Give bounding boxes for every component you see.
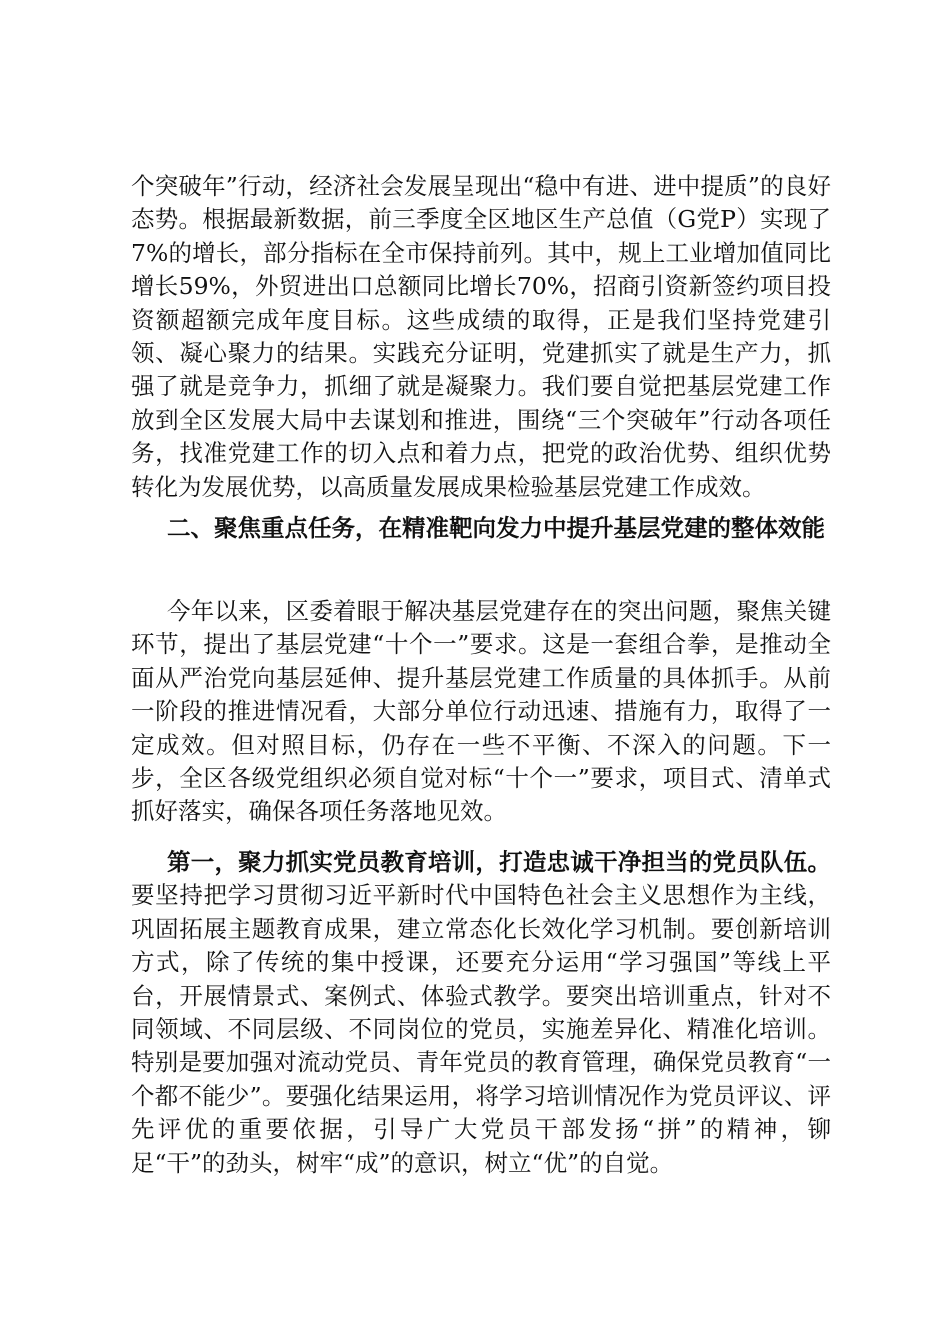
- paragraph-body-text: 要坚持把学习贯彻习近平新时代中国特色社会主义思想作为主线，巩固拓展主题教育成果，建立常态化长效化学习机制。要创新培训方式，除了传统的集中授课，还要充分运用“学习强国”等线上平台，开展情景式、案例式、体验式教学。要突出培训重点，针对不同领域、不同层级、不同岗位的党员，实施差异化、精准化培训。特别是要加强对流动党员、青年党员的教育管理，确保党员教育“一个都不能少”。要强化结果运用，将学习培训情况作为党员评议、评先评优的重要依据，引导广大党员干部发扬“拼”的精神，铆足“干”的劲头，树牢“成”的意识，树立“优”的自觉。: [131, 881, 831, 1177]
- section-heading: 二、聚焦重点任务，在精准靶向发力中提升基层党建的整体效能: [167, 514, 825, 542]
- body-paragraph: 个突破年”行动，经济社会发展呈现出“稳中有进、进中提质”的良好态势。根据最新数据，前三季度全区地区生产总值（G党P）实现了7%的增长，部分指标在全市保持前列。其中，规上工业增加值同比增长59%，外贸进出口总额同比增长70%，招商引资新签约项目投资额超额完成年度目标。这些成绩的取得，正是我们坚持党建引领、凝心聚力的结果。实践充分证明，党建抓实了就是生产力，抓强了就是竞争力，抓细了就是凝聚力。我们要自觉把基层党建工作放到全区发展大局中去谋划和推进，围绕“三个突破年”行动各项任务，找准党建工作的切入点和着力点，把党的政治优势、组织优势转化为发展优势，以高质量发展成果检验基层党建工作成效。: [131, 172, 831, 501]
- body-paragraph-with-lead: [131, 846, 831, 1180]
- body-paragraph: 今年以来，区委着眼于解决基层党建存在的突出问题，聚焦关键环节，提出了基层党建“十个一”要求。这是一套组合拳，是推动全面从严治党向基层延伸、提升基层党建工作质量的具体抓手。从前一阶段的推进情况看，大部分单位行动迅速、措施有力，取得了一定成效。但对照目标，仍存在一些不平衡、不深入的问题。下一步，全区各级党组织必须自觉对标“十个一”要求，项目式、清单式抓好落实，确保各项任务落地见效。: [131, 597, 831, 826]
- paragraph-lead-sentence: 第一，聚力抓实党员教育培训，打造忠诚干净担当的党员队伍。: [167, 848, 831, 876]
